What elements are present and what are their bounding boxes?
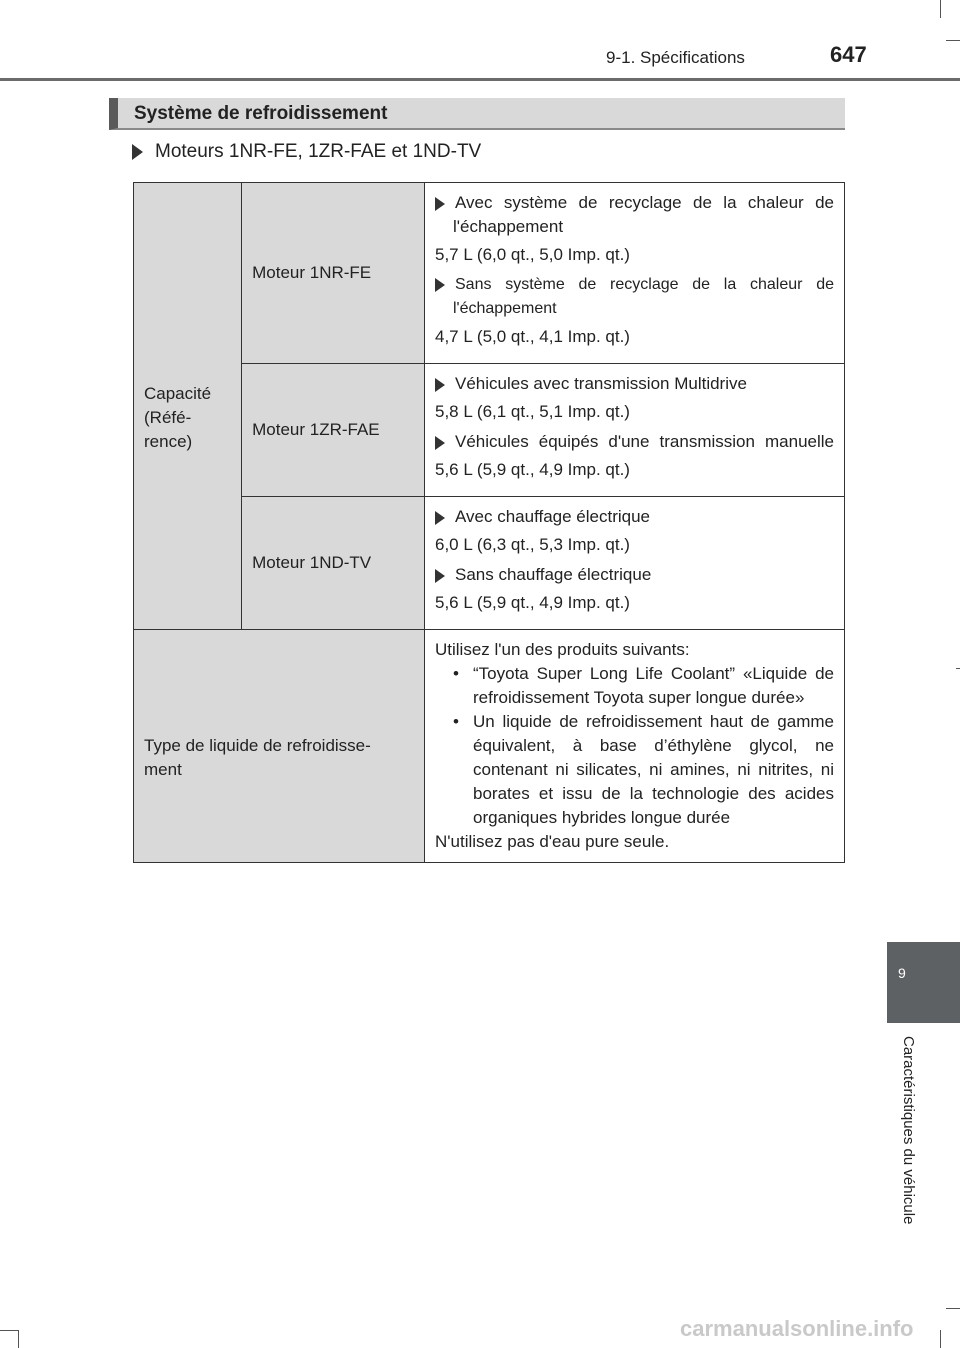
list-item: • “Toyota Super Long Life Coolant” «Liquide de refroidissement Toyota super longue durée»: [473, 662, 834, 710]
engine-name: Moteur 1NR-FE: [252, 263, 372, 282]
watermark: carmanualsonline.info: [680, 1316, 914, 1341]
engine-name-cell: [242, 497, 425, 630]
engine-name: Moteur 1ND-TV: [252, 553, 372, 572]
condition-item: [435, 430, 834, 454]
crop-mark: [940, 0, 941, 18]
subheading: [132, 141, 481, 163]
capacity-value: 5,6 L (5,9 qt., 4,9 Imp. qt.): [435, 593, 630, 612]
condition-text: Sans système de recyclage de la chaleur de l'échappement: [453, 276, 834, 317]
crop-mark: [946, 40, 960, 41]
section-title: Système de refroidissement: [134, 103, 388, 124]
triangle-bullet-icon: [435, 511, 445, 525]
crop-mark: [18, 1330, 19, 1348]
coolant-list: [435, 662, 834, 830]
coolant-type-cell: [425, 630, 845, 863]
section-title-bar: [109, 98, 845, 130]
capacity-values-cell: [425, 183, 845, 364]
capacity-label: Capacité (Réfé- rence): [144, 384, 212, 451]
capacity-label-cell: [134, 183, 242, 630]
crop-mark: [956, 668, 960, 669]
condition-item: [435, 505, 834, 529]
capacity-value: 5,7 L (6,0 qt., 5,0 Imp. qt.): [435, 245, 630, 264]
condition-text: Sans chauffage électrique: [455, 565, 652, 584]
condition-item: [435, 372, 834, 396]
subheading-text: Moteurs 1NR-FE, 1ZR-FAE et 1ND-TV: [155, 141, 482, 162]
triangle-bullet-icon: [435, 378, 445, 392]
coolant-type-label-cell: [134, 630, 425, 863]
triangle-bullet-icon: [435, 436, 445, 450]
condition-text: Avec chauffage électrique: [455, 507, 651, 526]
coolant-spec-table: [133, 182, 845, 863]
engine-name-cell: [242, 364, 425, 497]
engine-name: Moteur 1ZR-FAE: [252, 420, 380, 439]
crop-mark: [0, 1330, 18, 1331]
condition-text: Véhicules avec transmission Multidrive: [455, 374, 747, 393]
triangle-bullet-icon: [132, 144, 143, 160]
coolant-type-label: Type de liquide de refroidisse- ment: [144, 736, 371, 779]
chapter-label: Caractéristiques du véhicule: [900, 1036, 917, 1225]
condition-item: [435, 191, 834, 239]
triangle-bullet-icon: [435, 278, 445, 292]
capacity-values-cell: [425, 497, 845, 630]
capacity-value: 4,7 L (5,0 qt., 4,1 Imp. qt.): [435, 327, 630, 346]
condition-text: Avec système de recyclage de la chaleur de l'échappement: [453, 193, 834, 236]
capacity-value: 6,0 L (6,3 qt., 5,3 Imp. qt.): [435, 535, 630, 554]
triangle-bullet-icon: [435, 197, 445, 211]
page-number: 647: [830, 42, 867, 67]
coolant-intro: Utilisez l'un des produits suivants:: [435, 640, 690, 659]
list-item: • Un liquide de refroidissement haut de gamme équivalent, à base d’éthylène glycol, ne contenant ni silicates, ni amines, ni nitrites, ni borates et issu de la technologie des acides organiques hybrides longue durée: [473, 710, 834, 830]
condition-item: [435, 563, 834, 587]
chapter-tab: [887, 942, 960, 1023]
header-section: 9-1. Spécifications: [606, 48, 745, 67]
table-row: [134, 183, 845, 364]
header-rule: [0, 78, 960, 81]
condition-item: [435, 273, 834, 321]
crop-mark: [940, 1330, 941, 1348]
condition-text: Véhicules équipés d'une transmission manuelle: [455, 432, 834, 451]
table-row: [134, 630, 845, 863]
engine-name-cell: [242, 183, 425, 364]
chapter-number: 9: [898, 965, 906, 981]
crop-mark: [946, 1308, 960, 1309]
capacity-values-cell: [425, 364, 845, 497]
triangle-bullet-icon: [435, 569, 445, 583]
coolant-note: N'utilisez pas d'eau pure seule.: [435, 832, 670, 851]
capacity-value: 5,6 L (5,9 qt., 4,9 Imp. qt.): [435, 460, 630, 479]
capacity-value: 5,8 L (6,1 qt., 5,1 Imp. qt.): [435, 402, 630, 421]
